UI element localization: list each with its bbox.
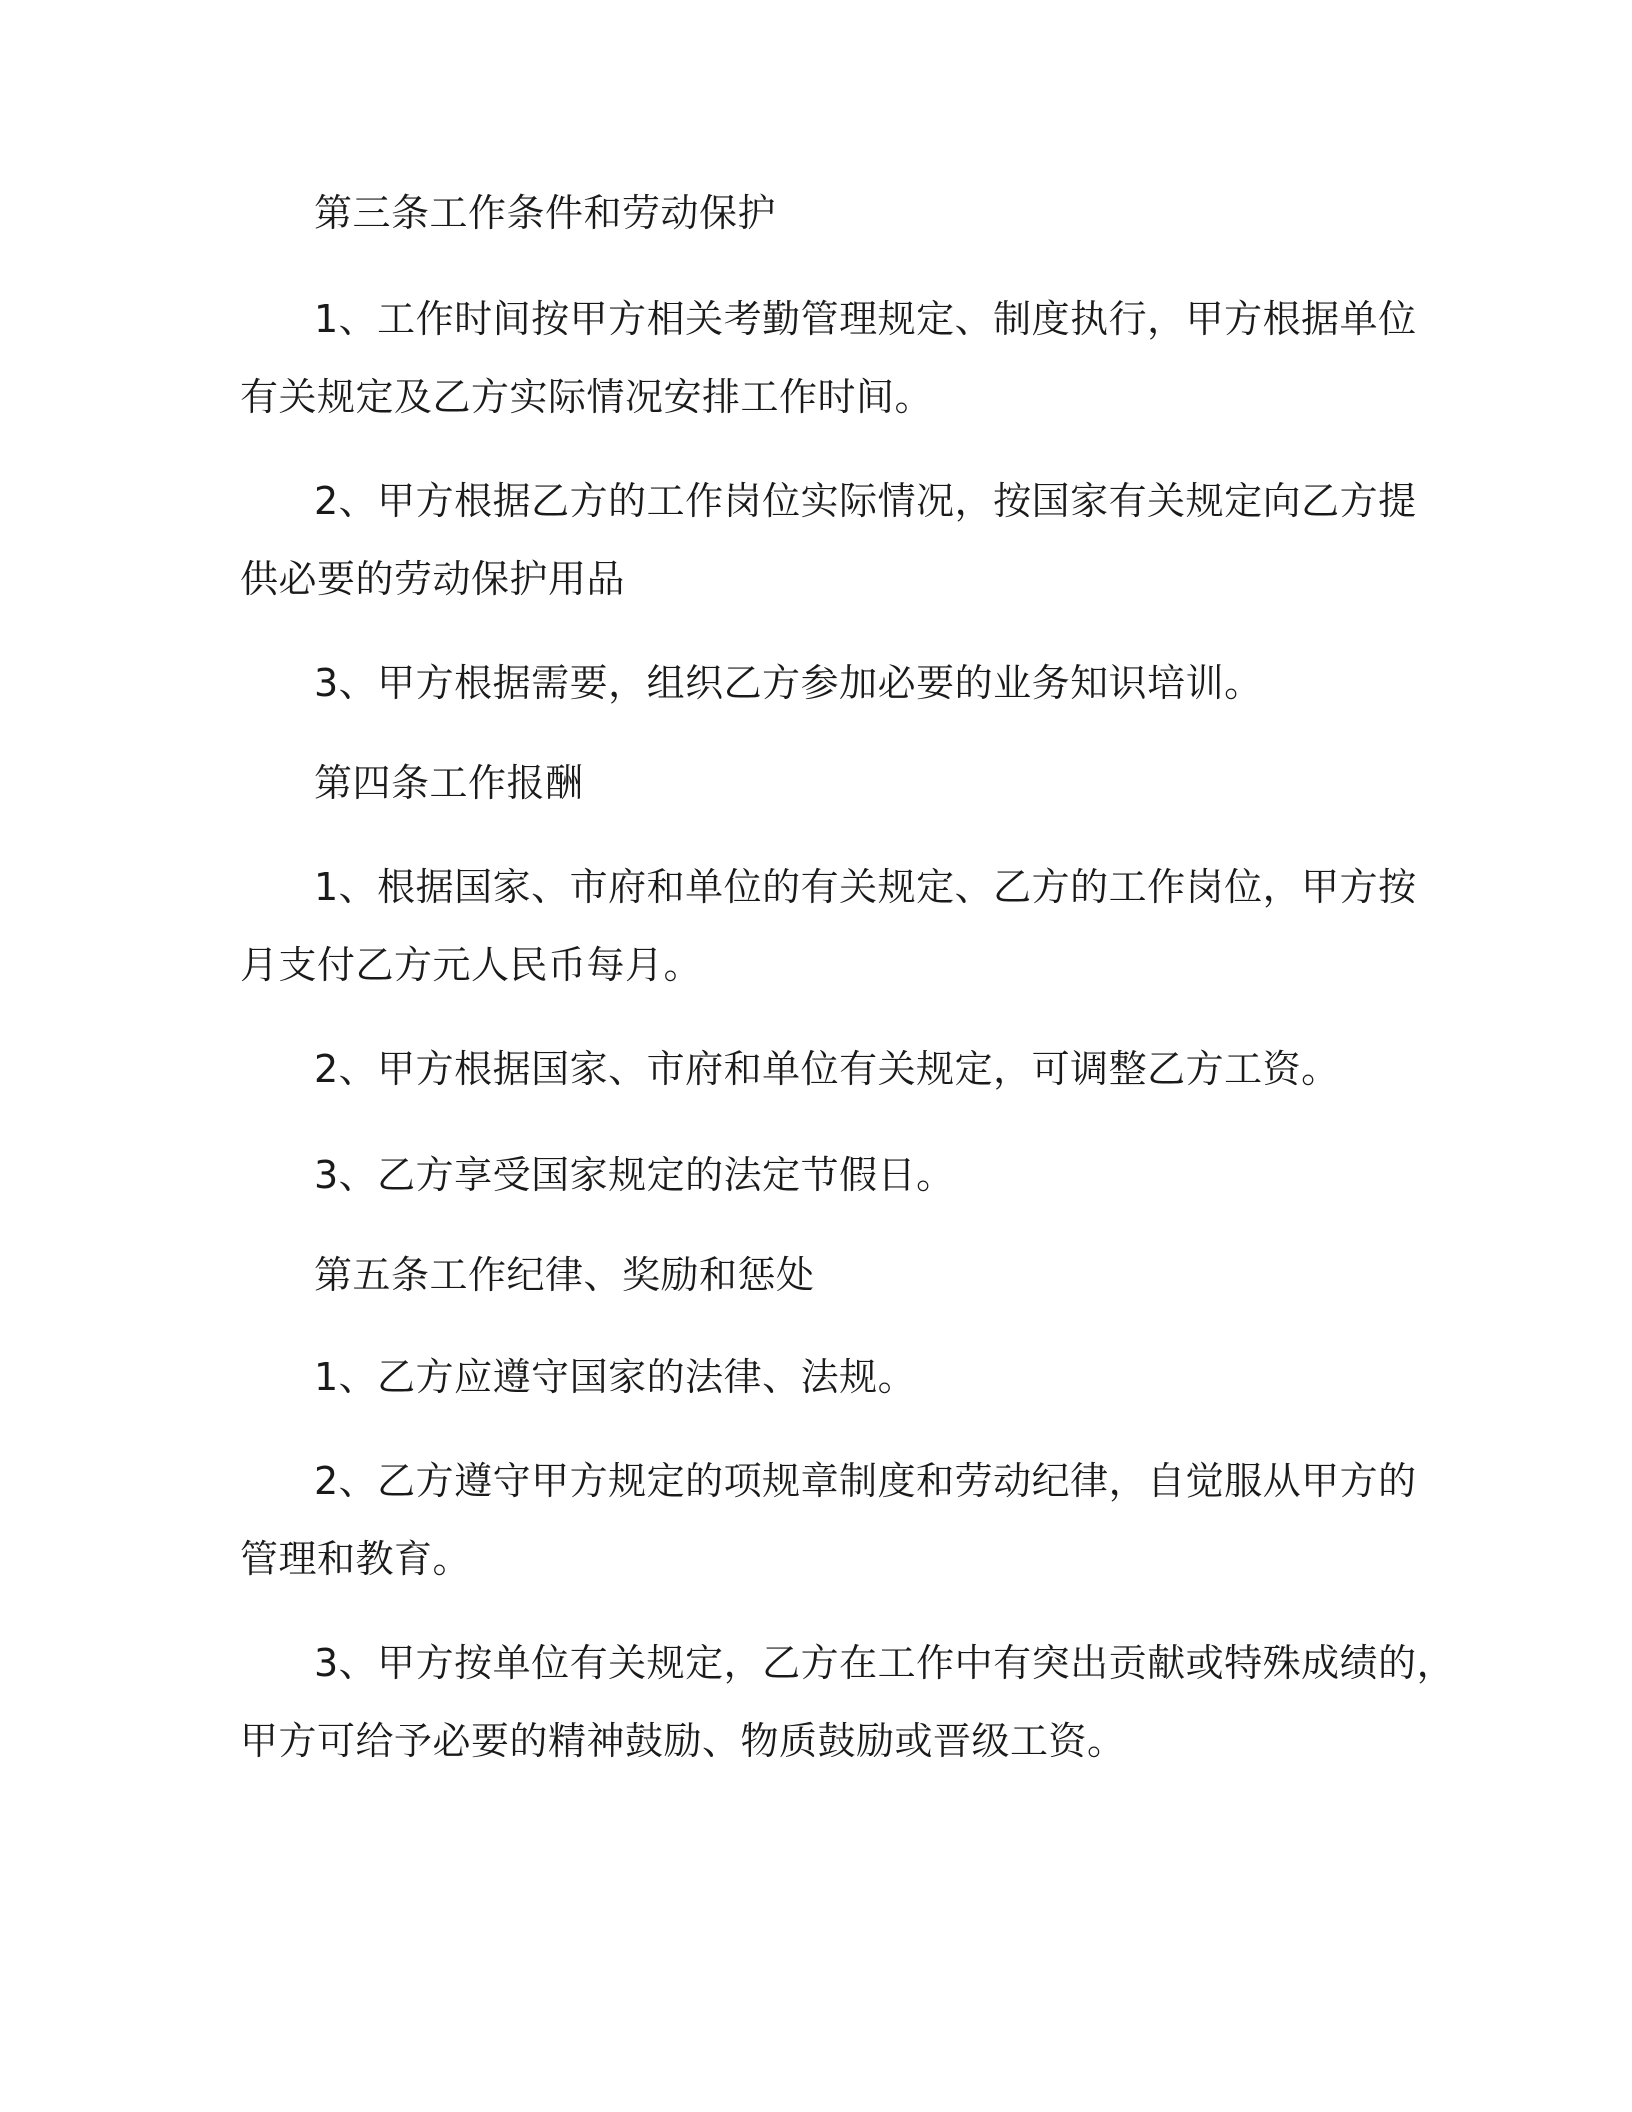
section-4-item-2: 2、甲方根据国家、市府和单位有关规定，可调整乙方工资。: [314, 1047, 1340, 1091]
section-4-item-1-line-1: 1、根据国家、市府和单位的有关规定、乙方的工作岗位，甲方按: [314, 865, 1417, 909]
section-3-item-2-line-1: 2、甲方根据乙方的工作岗位实际情况，按国家有关规定向乙方提: [314, 479, 1417, 523]
section-5-item-2-line-2: 管理和教育。: [240, 1537, 472, 1581]
section-5-item-3-line-2: 甲方可给予必要的精神鼓励、物质鼓励或晋级工资。: [240, 1719, 1126, 1763]
section-4-heading: 第四条工作报酬: [314, 761, 584, 805]
section-3-item-2-line-2: 供必要的劳动保护用品: [240, 557, 626, 601]
section-5-item-3-line-1: 3、甲方按单位有关规定，乙方在工作中有突出贡献或特殊成绩的，: [314, 1641, 1456, 1685]
section-5-item-1: 1、乙方应遵守国家的法律、法规。: [314, 1355, 917, 1399]
section-5-heading: 第五条工作纪律、奖励和惩处: [314, 1253, 815, 1297]
section-3-heading: 第三条工作条件和劳动保护: [314, 191, 777, 235]
section-4-item-3: 3、乙方享受国家规定的法定节假日。: [314, 1153, 955, 1197]
section-3-item-3: 3、甲方根据需要，组织乙方参加必要的业务知识培训。: [314, 661, 1263, 705]
section-5-item-2-line-1: 2、乙方遵守甲方规定的项规章制度和劳动纪律，自觉服从甲方的: [314, 1459, 1417, 1503]
section-4-item-1-line-2: 月支付乙方元人民币每月。: [240, 943, 703, 987]
section-3-item-1-line-2: 有关规定及乙方实际情况安排工作时间。: [240, 375, 934, 419]
section-3-item-1-line-1: 1、工作时间按甲方相关考勤管理规定、制度执行，甲方根据单位: [314, 297, 1417, 341]
